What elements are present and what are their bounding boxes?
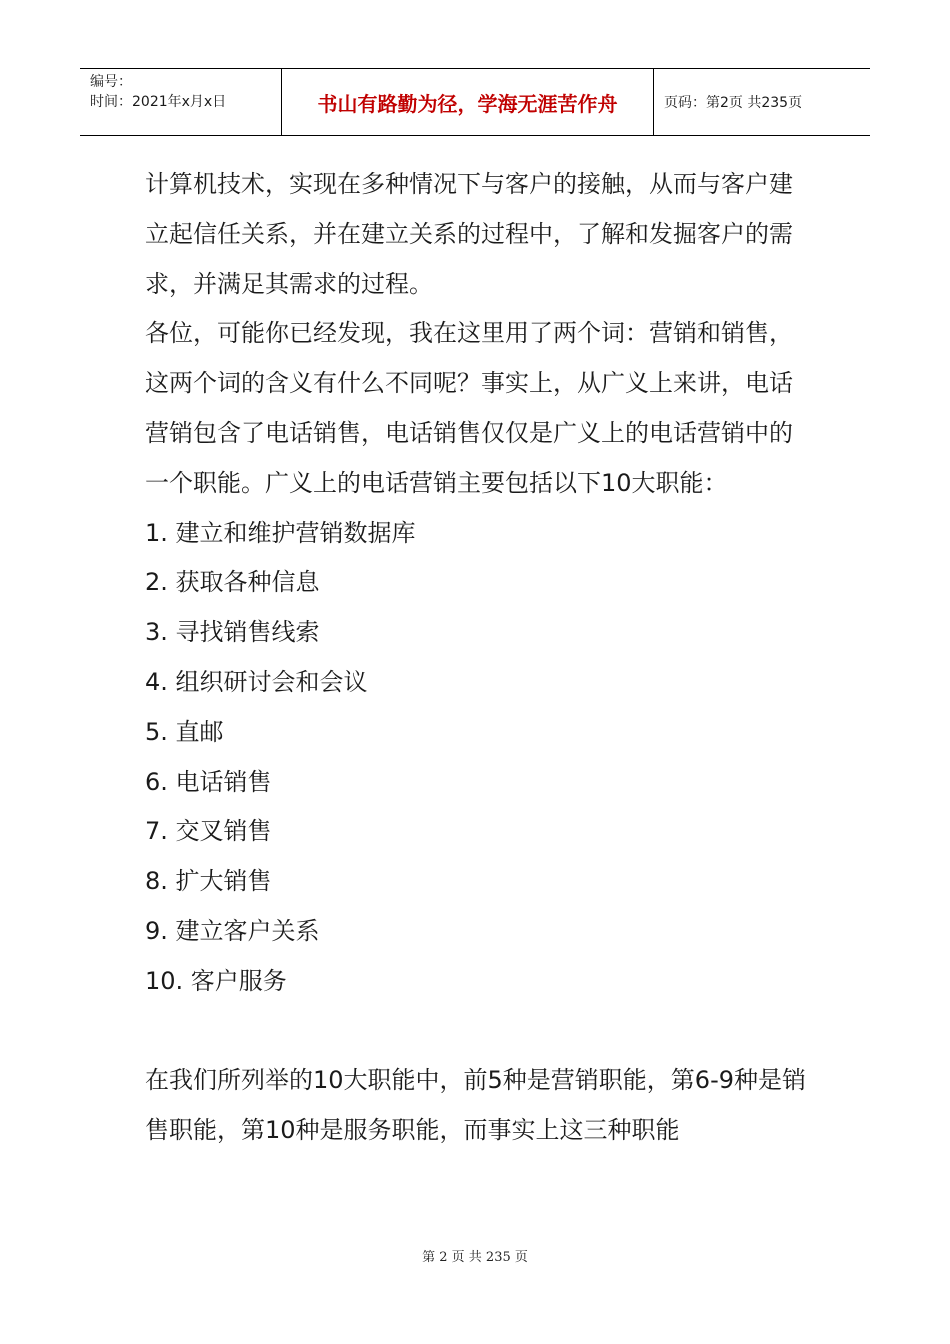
list-item: 4. 组织研讨会和会议: [145, 667, 368, 696]
header-meta: [80, 69, 282, 135]
paragraph: 计算机技术，实现在多种情况下与客户的接触，从而与客户建立起信任关系，并在建立关系的过程中，了解和发掘客户的需求，并满足其需求的过程。: [145, 170, 793, 298]
list-item: 5. 直邮: [145, 717, 224, 746]
header-page-info: 页码：第2页 共235页: [664, 95, 803, 111]
list-item: 1. 建立和维护营销数据库: [145, 518, 416, 547]
date-label: 时间：2021年x月x日: [90, 94, 227, 110]
document-body: [145, 160, 810, 1156]
spacer: [145, 1007, 810, 1057]
list-item: 2. 获取各种信息: [145, 568, 320, 597]
list-item: 9. 建立客户关系: [145, 916, 320, 945]
list-item: 3. 寻找销售线索: [145, 618, 320, 647]
closing-paragraph: 在我们所列举的10大职能中，前5种是营销职能，第6-9种是销售职能，第10种是服务职能，而事实上这三种职能: [145, 1066, 807, 1145]
number-label: 编号：: [90, 74, 132, 90]
page-header: [80, 68, 870, 136]
list-item: 10. 客户服务: [145, 966, 287, 995]
list-item: 7. 交叉销售: [145, 817, 272, 846]
paragraph: 各位，可能你已经发现，我在这里用了两个词：营销和销售，这两个词的含义有什么不同呢？事实上，从广义上来讲，电话营销包含了电话销售，电话销售仅仅是广义上的电话营销中的一个职能。广义上的电话营销主要包括以下10大职能：: [145, 319, 793, 497]
list-item: 8. 扩大销售: [145, 867, 272, 896]
list-item: 6. 电话销售: [145, 767, 272, 796]
header-motto: 书山有路勤为径，学海无涯苦作舟: [282, 69, 654, 135]
page-footer: 第 2 页 共 235 页: [422, 1250, 528, 1265]
